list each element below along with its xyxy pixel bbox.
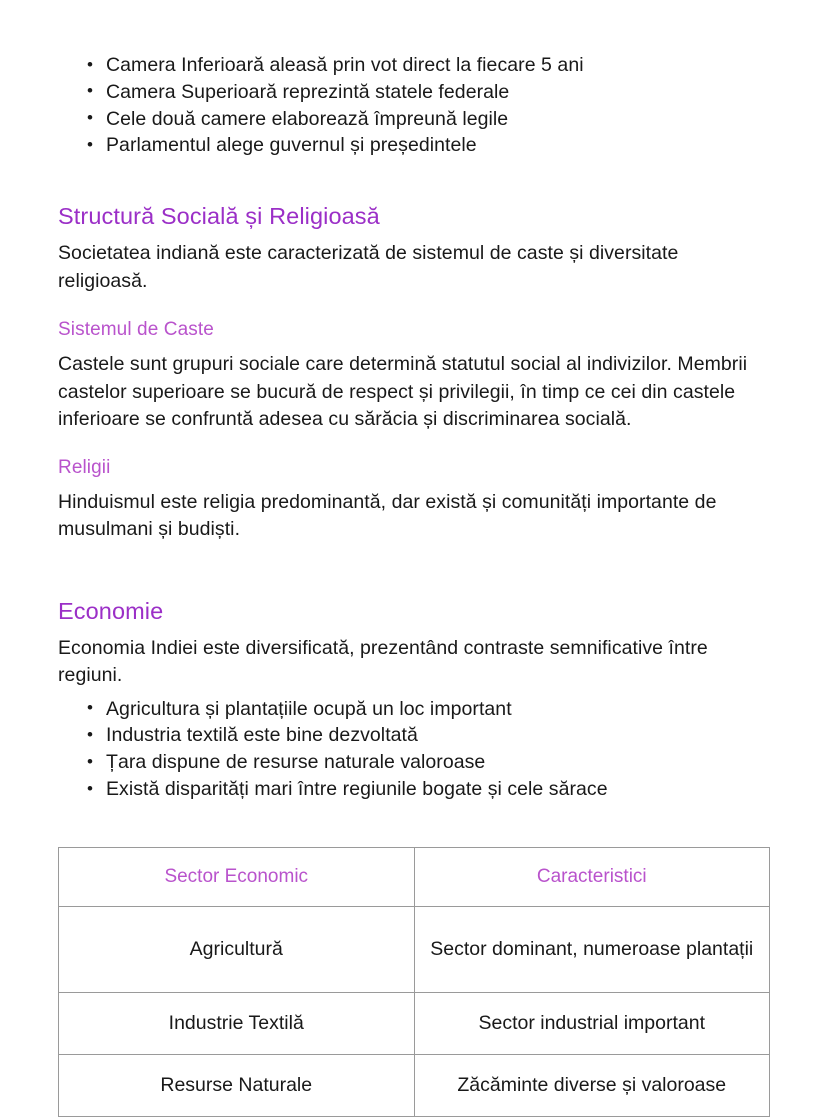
table-cell-characteristics: Zăcăminte diverse și valoroase — [414, 1054, 770, 1116]
spacer — [58, 480, 770, 489]
spacer — [58, 231, 770, 240]
subheading-caste-system: Sistemul de Caste — [58, 319, 214, 341]
spacer — [58, 295, 770, 317]
table-row — [59, 906, 770, 992]
list-item: • Țara dispune de resurse naturale valoroase — [58, 749, 770, 776]
economy-intro-paragraph: Economia Indiei este diversificată, prezentând contraste semnificative între regiuni. — [58, 636, 708, 687]
spacer — [58, 544, 770, 596]
table-header — [59, 847, 770, 906]
table-header-row — [59, 847, 770, 906]
document-content — [58, 52, 770, 1117]
social-intro-paragraph: Societatea indiană este caracterizată de sistemul de caste și diversitate religioasă. — [58, 242, 679, 292]
spacer — [58, 434, 770, 455]
list-item: • Parlamentul alege guvernul și președintele — [58, 132, 770, 159]
table-cell-sector: Resurse Naturale — [59, 1054, 415, 1116]
spacer — [58, 803, 770, 847]
list-item: • Camera Inferioară aleasă prin vot direct la fiecare 5 ani — [58, 52, 770, 79]
list-item: • Industria textilă este bine dezvoltată — [58, 722, 770, 749]
section-heading-economy: Economie — [58, 597, 164, 624]
spacer — [58, 159, 770, 201]
section-heading-social: Structură Socială și Religioasă — [58, 203, 380, 230]
table-cell-characteristics: Sector dominant, numeroase plantații — [414, 906, 770, 992]
table-cell-sector: Agricultură — [59, 906, 415, 992]
spacer — [58, 626, 770, 635]
list-item: • Agricultura și plantațiile ocupă un loc important — [58, 696, 770, 723]
table-row — [59, 992, 770, 1054]
parliament-bullet-list — [58, 52, 770, 159]
table-column-header-sector: Sector Economic — [59, 847, 415, 906]
table-row — [59, 1054, 770, 1116]
economic-sectors-table — [58, 847, 770, 1117]
economy-bullet-list — [58, 696, 770, 803]
list-item: • Există disparități mari între regiunile bogate și cele sărace — [58, 776, 770, 803]
table-body — [59, 906, 770, 1116]
list-item: • Cele două camere elaborează împreună legile — [58, 106, 770, 133]
table-column-header-characteristics: Caracteristici — [414, 847, 770, 906]
list-item: • Camera Superioară reprezintă statele federale — [58, 79, 770, 106]
religions-paragraph: Hinduismul este religia predominantă, dar există și comunități importante de musulmani și budiști. — [58, 490, 717, 541]
spacer — [58, 342, 770, 351]
caste-system-paragraph: Castele sunt grupuri sociale care determină statutul social al indivizilor. Membrii castelor superioare se bucură de respect și privilegii, în timp ce cei din castele inferioare se confruntă adesea cu sărăcia și discriminarea socială. — [58, 353, 748, 431]
table-cell-sector: Industrie Textilă — [59, 992, 415, 1054]
table-cell-characteristics: Sector industrial important — [414, 992, 770, 1054]
subheading-religions: Religii — [58, 456, 111, 478]
